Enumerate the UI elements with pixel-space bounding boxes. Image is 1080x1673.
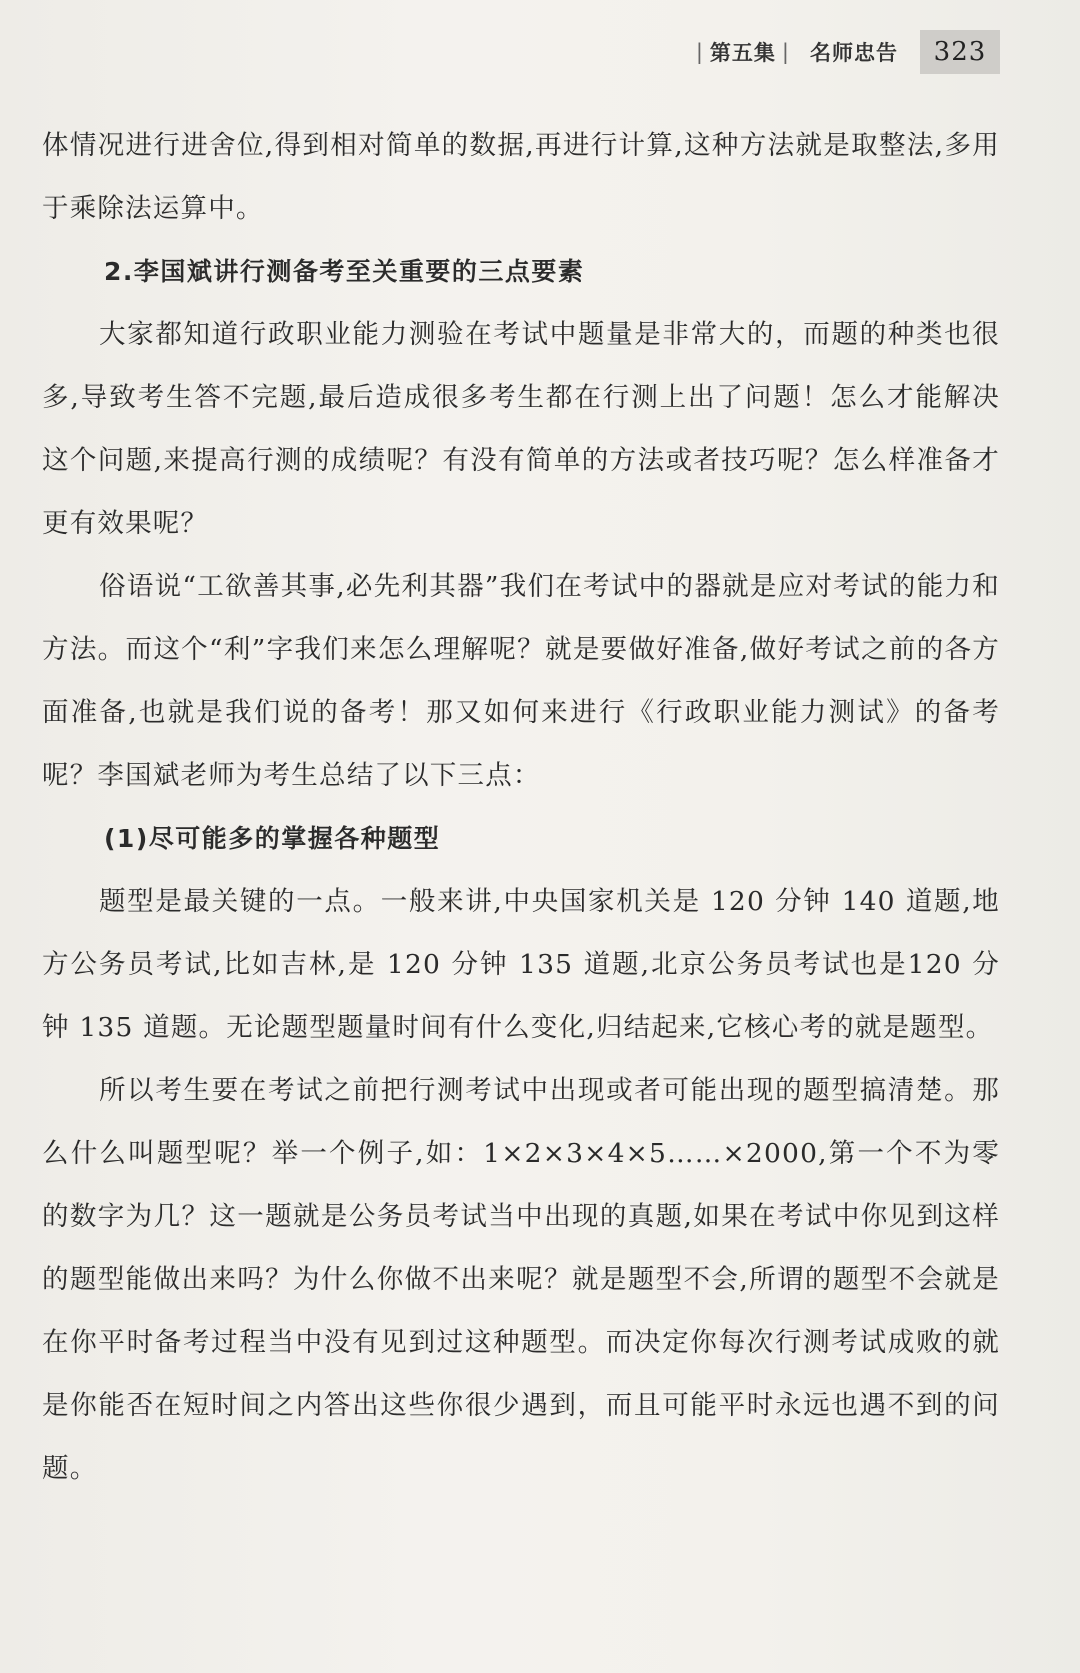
paragraph: 大家都知道行政职业能力测验在考试中题量是非常大的，而题的种类也很多,导致考生答不完题,最后造成很多考生都在行测上出了问题！怎么才能解决这个问题,来提高行测的成绩呢？有没有简单的方法或者技巧呢？怎么样准备才更有效果呢？ — [42, 319, 1000, 539]
header-section: 第五集 — [709, 41, 776, 65]
page-body — [42, 114, 1000, 1500]
running-header — [690, 30, 1000, 74]
subsection-heading: (1)尽可能多的掌握各种题型 — [104, 824, 441, 853]
paragraph: 所以考生要在考试之前把行测考试中出现或者可能出现的题型搞清楚。那么什么叫题型呢？举一个例子,如：1×2×3×4×5……×2000,第一个不为零的数字为几？这一题就是公务员考试当中出现的真题,如果在考试中你见到这样的题型能做出来吗？为什么你做不出来呢？就是题型不会,所谓的题型不会就是在你平时备考过程当中没有见到过这种题型。而决定你每次行测考试成败的就是你能否在短时间之内答出这些你很少遇到，而且可能平时永远也遇不到的问题。 — [42, 1075, 1000, 1484]
header-running-title: 名师忠告 — [810, 41, 898, 65]
header-divider: | — [695, 40, 704, 64]
paragraph: 俗语说“工欲善其事,必先利其器”我们在考试中的器就是应对考试的能力和方法。而这个“利”字我们来怎么理解呢？就是要做好准备,做好考试之前的各方面准备,也就是我们说的备考！那又如何来进行《行政职业能力测试》的备考呢？李国斌老师为考生总结了以下三点： — [42, 571, 1000, 791]
section-heading: 2.李国斌讲行测备考至关重要的三点要素 — [104, 257, 585, 286]
paragraph: 体情况进行进舍位,得到相对简单的数据,再进行计算,这种方法就是取整法,多用于乘除法运算中。 — [42, 130, 1000, 224]
page-number: 323 — [920, 30, 1000, 74]
header-divider: | — [781, 40, 790, 64]
paragraph: 题型是最关键的一点。一般来讲,中央国家机关是 120 分钟 140 道题,地方公务员考试,比如吉林,是 120 分钟 135 道题,北京公务员考试也是120 分钟 135 道题。无论题型题量时间有什么变化,归结起来,它核心考的就是题型。 — [42, 886, 1000, 1043]
